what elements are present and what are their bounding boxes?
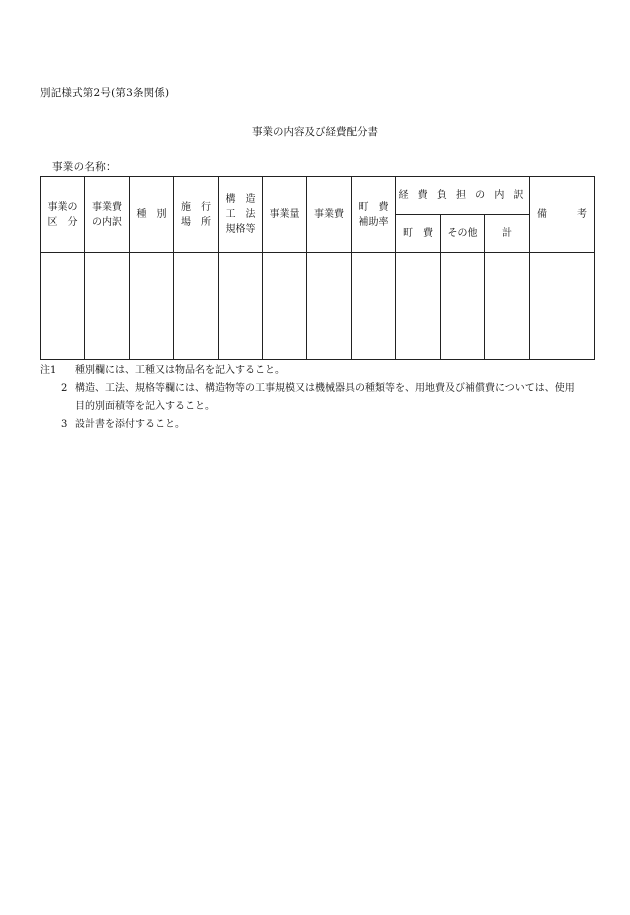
note-text: 種別欄には、工種又は物品名を記入すること。 (75, 365, 285, 376)
header-quantity: 事業量 (263, 177, 307, 253)
note-text-continuation: 目的別面積等を記入すること。 (75, 401, 215, 412)
header-other: その他 (441, 215, 485, 253)
note-item (40, 380, 600, 416)
header-project-cost: 事業費 (307, 177, 352, 253)
header-total: 計 (485, 215, 530, 253)
form-number: 別記様式第2号(第3条関係) (40, 87, 170, 99)
header-town-subsidy-rate: 町 費 補助率 (352, 177, 396, 253)
table-cell[interactable] (41, 253, 85, 360)
note-number: 2 (61, 383, 68, 394)
note-text: 設計書を添付すること。 (75, 419, 185, 430)
table-cell[interactable] (219, 253, 263, 360)
header-location: 施 行 場 所 (174, 177, 219, 253)
header-cost-burden-group: 経 費 負 担 の 内 訳 (396, 177, 530, 215)
header-project-category: 事業の 区 分 (41, 177, 85, 253)
project-name-label: 事業の名称： (52, 161, 117, 173)
project-name-row (52, 159, 117, 174)
table-cell[interactable] (85, 253, 130, 360)
note-item (40, 362, 600, 380)
table-cell[interactable] (263, 253, 307, 360)
header-town-cost: 町 費 (396, 215, 441, 253)
table-cell[interactable] (530, 253, 595, 360)
header-cost-breakdown: 事業費 の内訳 (85, 177, 130, 253)
note-text: 構造、工法、規格等欄には、構造物等の工事規模又は機械器具の種類等を、用地費及び補償費については、使用 (75, 383, 575, 394)
table-cell[interactable] (352, 253, 396, 360)
table-cell[interactable] (396, 253, 441, 360)
note-number: 3 (61, 419, 68, 430)
document-title: 事業の内容及び経費配分書 (252, 126, 378, 138)
note-number: 注1 (40, 365, 57, 376)
table-cell[interactable] (485, 253, 530, 360)
expense-allocation-table (40, 176, 595, 360)
table-cell[interactable] (307, 253, 352, 360)
notes-section (40, 362, 600, 434)
table-cell[interactable] (441, 253, 485, 360)
header-type: 種 別 (130, 177, 174, 253)
header-structure-method-spec: 構 造 工 法 規格等 (219, 177, 263, 253)
table-cell[interactable] (130, 253, 174, 360)
table-cell[interactable] (174, 253, 219, 360)
note-item (40, 416, 600, 434)
header-remarks: 備 考 (530, 177, 595, 253)
